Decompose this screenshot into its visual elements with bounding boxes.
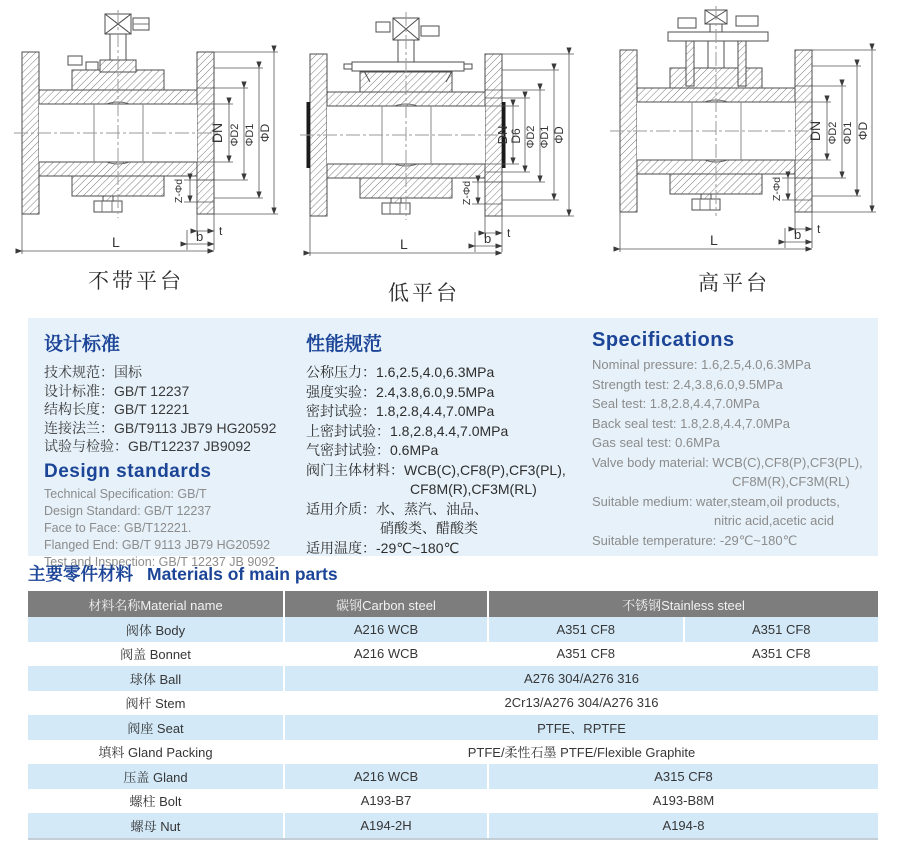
part-name-cell: 螺母 Nut — [28, 813, 283, 838]
table-row — [28, 740, 878, 765]
part-name-cell: 填料 Gland Packing — [28, 740, 283, 765]
dim-label-zd: Z-Φd — [461, 180, 473, 206]
design-standard-item-en: Design Standard: GB/T 12237 — [44, 503, 212, 518]
dim-label-l: L — [112, 234, 120, 250]
design-standard-item-en: Face to Face: GB/T12221. — [44, 520, 192, 535]
specification-item: CF8M(R),CF3M(RL) — [732, 474, 850, 489]
part-name-cell: 阀盖 Bonnet — [28, 642, 283, 667]
performance-title: 性能规范 — [306, 334, 383, 355]
dim-label-d1: ΦD1 — [842, 121, 854, 145]
specification-item: Valve body material: WCB(C),CF8(P),CF3(PL), — [592, 454, 863, 470]
table-row — [28, 764, 878, 789]
specification-item: Strength test: 2.4,3.8,6.0,9.5MPa — [592, 376, 783, 392]
dim-label-d: ΦD — [554, 126, 566, 144]
material-value-cell: A216 WCB — [283, 764, 487, 789]
material-value-cell: A351 CF8 — [683, 617, 879, 642]
dim-label-d1: ΦD1 — [244, 123, 256, 147]
materials-section-title — [28, 561, 338, 586]
part-name-cell: 阀座 Seat — [28, 715, 283, 740]
design-standard-item-en: Test and Inspection: GB/T 12237 JB 9092 — [44, 554, 276, 569]
table-header-row — [28, 591, 878, 617]
table-header-cell: 碳钢Carbon steel — [283, 591, 487, 617]
dim-label-zd: Z-Φd — [173, 178, 185, 204]
material-value-cell: A194-2H — [283, 813, 487, 838]
material-value-cell: A193-B8M — [487, 789, 878, 814]
valve-cross-section-diagram — [294, 6, 590, 268]
materials-title-cn: 主要零件材料 — [28, 564, 133, 584]
dim-label-b: b — [196, 229, 204, 244]
performance-item: CF8M(R),CF3M(RL) — [410, 481, 537, 497]
performance-item: 密封试验：1.8,2.8,4.4,7.0MPa — [306, 403, 495, 419]
valve-cross-section-diagram — [6, 4, 290, 256]
dim-label-dn: DN — [209, 122, 225, 144]
design-standard-item-cn: 连接法兰：GB/T9113 JB79 HG20592 — [44, 419, 277, 436]
design-standards-cn-title: 设计标准 — [44, 334, 121, 355]
valve-drawing-low-platform — [294, 6, 590, 307]
dim-label-d2: ΦD2 — [229, 123, 241, 147]
drawing-caption: 不带平台 — [88, 270, 184, 293]
performance-column — [306, 329, 592, 556]
material-value-cell: A351 CF8 — [487, 617, 683, 642]
performance-item: 气密封试验：0.6MPa — [306, 442, 439, 458]
design-standard-item-cn: 试验与检验：GB/T12237 JB9092 — [44, 438, 251, 454]
performance-item: 适用温度：-29℃~180℃ — [306, 539, 460, 556]
materials-table — [28, 591, 878, 840]
design-standards-en-title: Design standards — [44, 460, 212, 482]
material-value-cell: A194-8 — [487, 813, 878, 838]
dim-label-d6: D6 — [509, 128, 523, 144]
part-name-cell: 阀杆 Stem — [28, 691, 283, 716]
table-row — [28, 666, 878, 691]
dim-label-dn: DN — [807, 120, 823, 142]
material-value-cell: A351 CF8 — [683, 642, 879, 667]
performance-item: 上密封试验：1.8,2.8,4.4,7.0MPa — [306, 422, 509, 439]
part-name-cell: 阀体 Body — [28, 617, 283, 642]
material-value-cell: PTFE/柔性石墨 PTFE/Flexible Graphite — [283, 740, 878, 765]
table-header-cell: 不锈钢Stainless steel — [487, 591, 878, 617]
dim-label-t: t — [507, 226, 511, 240]
dim-label-l: L — [710, 232, 718, 248]
design-standard-item-cn: 结构长度：GB/T 12221 — [44, 401, 190, 417]
dim-label-t: t — [817, 222, 821, 236]
design-standards-column — [44, 329, 306, 569]
table-header-cell: 材料名称Material name — [28, 591, 283, 617]
specification-item: Gas seal test: 0.6MPa — [592, 435, 720, 450]
dim-label-d1: ΦD1 — [539, 125, 551, 149]
valve-drawing-high-platform — [604, 2, 894, 297]
valve-cross-section-diagram — [604, 2, 894, 258]
dim-label-dn: DN — [495, 125, 510, 145]
spec-panel — [28, 318, 878, 569]
materials-table-body — [28, 617, 878, 838]
dim-label-b: b — [484, 231, 492, 246]
dim-label-d: ΦD — [258, 123, 272, 143]
materials-title-en: Materials of main parts — [147, 564, 338, 584]
specification-item: Back seal test: 1.8,2.8,4.4,7.0MPa — [592, 415, 791, 431]
specifications-column — [592, 329, 868, 556]
dim-label-d2: ΦD2 — [525, 125, 537, 149]
material-value-cell: A351 CF8 — [487, 642, 683, 667]
drawing-caption: 高平台 — [698, 272, 770, 295]
part-name-cell: 螺柱 Bolt — [28, 789, 283, 814]
table-row — [28, 813, 878, 838]
part-name-cell: 球体 Ball — [28, 666, 283, 691]
material-value-cell: 2Cr13/A276 304/A276 316 — [283, 691, 878, 716]
performance-item: 阀门主体材料：WCB(C),CF8(P),CF3(PL), — [306, 461, 566, 478]
specification-item: nitric acid,acetic acid — [714, 513, 834, 528]
table-row — [28, 691, 878, 716]
performance-item: 硝酸类、醋酸类 — [380, 520, 478, 536]
dim-label-d2: ΦD2 — [827, 121, 839, 145]
material-value-cell: PTFE、RPTFE — [283, 715, 878, 740]
dim-label-t: t — [219, 224, 223, 238]
performance-item: 适用介质：水、蒸汽、油品、 — [306, 500, 488, 517]
specification-item: Nominal pressure: 1.6,2.5,4.0,6.3MPa — [592, 357, 811, 372]
dim-label-zd: Z-Φd — [771, 176, 783, 202]
table-row — [28, 617, 878, 642]
material-value-cell: A216 WCB — [283, 642, 487, 667]
performance-item: 公称压力：1.6,2.5,4.0,6.3MPa — [306, 364, 495, 380]
material-value-cell: A315 CF8 — [487, 764, 878, 789]
material-value-cell: A276 304/A276 316 — [283, 666, 878, 691]
design-standard-item-cn: 技术规范：国标 — [44, 364, 142, 380]
design-standard-item-en: Technical Specification: GB/T — [44, 486, 207, 501]
material-value-cell: A216 WCB — [283, 617, 487, 642]
specifications-title: Specifications — [592, 329, 735, 351]
part-name-cell: 压盖 Gland — [28, 764, 283, 789]
specification-item: Suitable temperature: -29℃~180℃ — [592, 532, 798, 548]
material-value-cell: A193-B7 — [283, 789, 487, 814]
performance-item: 强度实验：2.4,3.8,6.0,9.5MPa — [306, 383, 495, 400]
design-standard-item-cn: 设计标准：GB/T 12237 — [44, 382, 190, 399]
table-row — [28, 715, 878, 740]
dim-label-d: ΦD — [856, 121, 870, 141]
dim-label-b: b — [794, 227, 802, 242]
table-row — [28, 789, 878, 814]
drawing-caption: 低平台 — [388, 282, 460, 305]
specification-item: Seal test: 1.8,2.8,4.4,7.0MPa — [592, 396, 760, 411]
materials-table-head — [28, 591, 878, 617]
specification-item: Suitable medium: water,steam,oil products, — [592, 493, 840, 509]
table-row — [28, 642, 878, 667]
dim-label-l: L — [400, 236, 408, 252]
design-standard-item-en: Flanged End: GB/T 9113 JB79 HG20592 — [44, 537, 271, 552]
valve-drawing-no-platform — [6, 4, 290, 295]
